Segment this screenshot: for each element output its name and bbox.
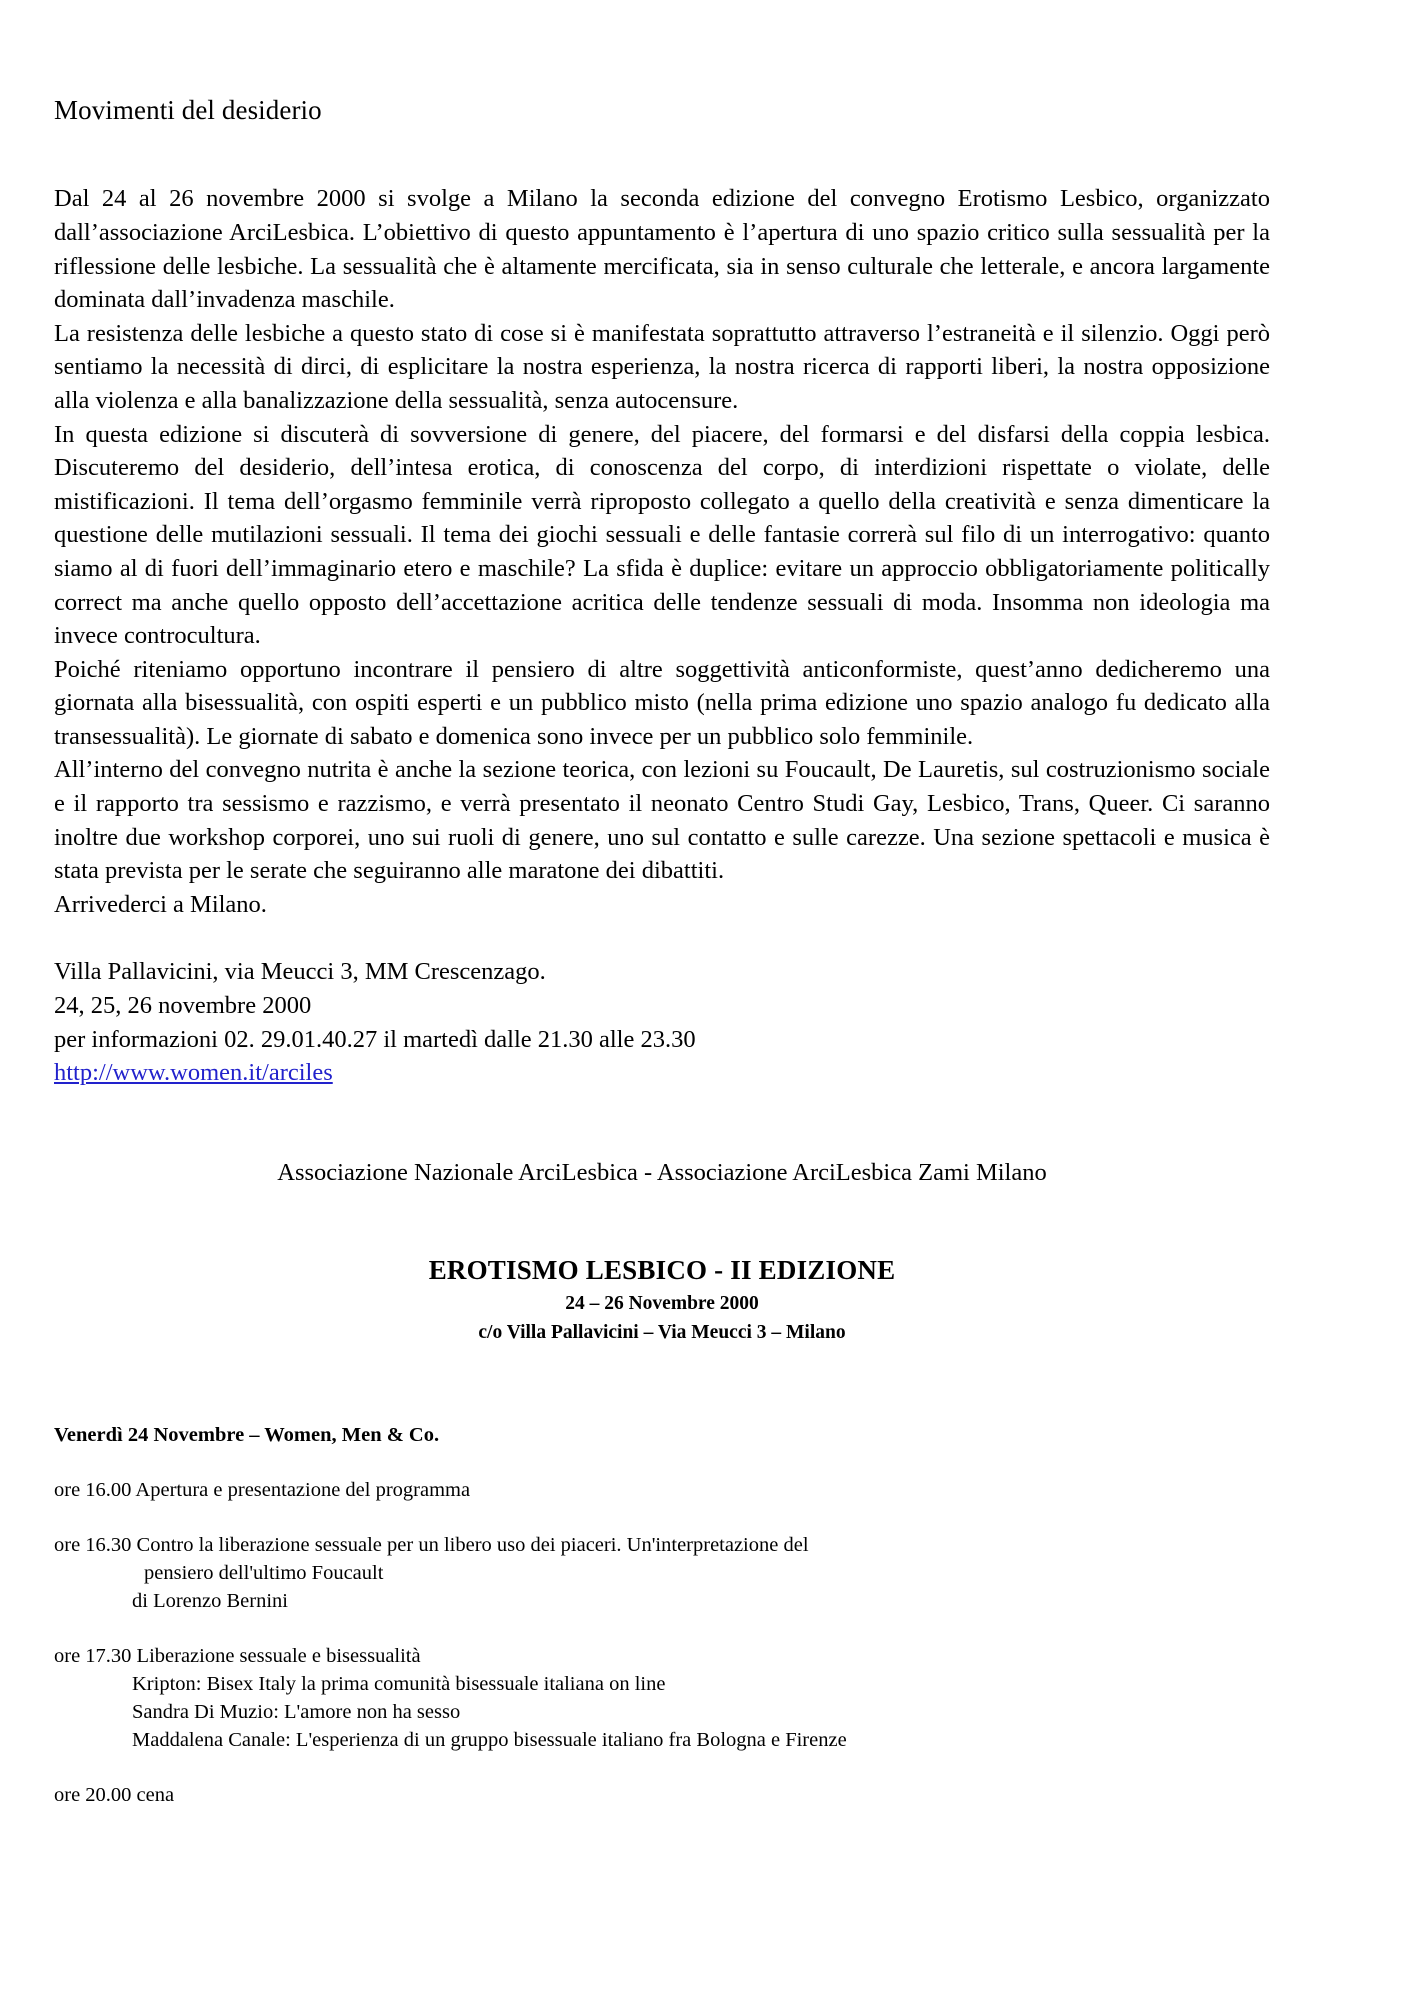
intro-body — [54, 182, 1270, 921]
event-venue: c/o Villa Pallavicini – Via Meucci 3 – Milano — [478, 1321, 846, 1343]
intro-paragraph-1: Dal 24 al 26 novembre 2000 si svolge a Milano la seconda edizione del convegno Erotismo Lesbico, organizzato dall’associazione ArciLesbica. L’obiettivo di questo appuntamento è l’apertura di uno spazio critico sulla sessualità per la riflessione delle lesbiche. La sessualità che è altamente mercificata, sia in senso culturale che letterale, e ancora largamente dominata dall’invadenza maschile. — [54, 185, 1270, 314]
programme-slot-title: ore 20.00 cena — [54, 1783, 175, 1806]
programme-slot-subline: Maddalena Canale: L'esperienza di un gruppo bisessuale italiano fra Bologna e Firenze — [132, 1728, 847, 1751]
programme-slot — [54, 1476, 1270, 1504]
programme-slot-title: ore 16.30 Contro la liberazione sessuale per un libero uso dei piaceri. Un'interpretazione del — [54, 1533, 809, 1556]
contact-info-phone: per informazioni 02. 29.01.40.27 il martedì dalle 21.30 alle 23.30 — [54, 1025, 696, 1053]
intro-paragraph-2: La resistenza delle lesbiche a questo stato di cose si è manifestata soprattutto attraverso l’estraneità e il silenzio. Oggi però sentiamo la necessità di dirci, di esplicitare la nostra esperienza, la nostra ricerca di rapporti liberi, la nostra opposizione alla violenza e alla banalizzazione della sessualità, senza autocensure. — [54, 319, 1270, 414]
intro-paragraph-4: Poiché riteniamo opportuno incontrare il pensiero di altre soggettività anticonformiste, quest’anno dedicheremo una giornata alla bisessualità, con ospiti esperti e un pubblico misto (nella prima edizione uno spazio analogo fu dedicato alla transessualità). Le giornate di sabato e domenica sono invece per un pubblico solo femminile. — [54, 655, 1270, 750]
page-title: Movimenti del desiderio — [54, 95, 322, 125]
programme-day-heading: Venerdì 24 Novembre – Women, Men & Co. — [54, 1423, 440, 1446]
website-link[interactable]: http://www.women.it/arciles — [54, 1059, 333, 1087]
document-content — [54, 0, 1270, 1809]
programme-slot-subline: di Lorenzo Bernini — [132, 1589, 288, 1612]
event-heading-block — [54, 1253, 1270, 1347]
intro-paragraph-5: All’interno del convegno nutrita è anche la sezione teorica, con lezioni su Foucault, De Lauretis, sul costruzionismo sociale e il rapporto tra sessismo e razzismo, e verrà presentato il neonato Centro Studi Gay, Lesbico, Trans, Queer. Ci saranno inoltre due workshop corporei, uno sui ruoli di genere, uno sul contatto e sulle carezze. Una sezione spettacoli e musica è stata prevista per le serate che seguiranno alle maratone dei dibattiti. — [54, 756, 1270, 885]
intro-paragraph-6: Arrivederci a Milano. — [54, 890, 267, 918]
programme-slot-subline: Sandra Di Muzio: L'amore non ha sesso — [132, 1700, 461, 1723]
programme-slot-subline: pensiero dell'ultimo Foucault — [144, 1561, 384, 1584]
programme-slot-title: ore 17.30 Liberazione sessuale e bisessualità — [54, 1644, 421, 1667]
programme-section — [54, 1421, 1270, 1809]
programme-slot — [54, 1781, 1270, 1809]
programme-slot — [54, 1642, 1270, 1754]
contact-venue: Villa Pallavicini, via Meucci 3, MM Crescenzago. — [54, 958, 546, 986]
programme-slot — [54, 1531, 1270, 1615]
association-line: Associazione Nazionale ArciLesbica - Associazione ArciLesbica Zami Milano — [277, 1158, 1047, 1186]
contact-dates: 24, 25, 26 novembre 2000 — [54, 992, 312, 1020]
intro-paragraph-3: In questa edizione si discuterà di sovversione di genere, del piacere, del formarsi e del disfarsi della coppia lesbica. Discuteremo del desiderio, dell’intesa erotica, di conoscenza del corpo, di interdizioni rispettate o violate, delle mistificazioni. Il tema dell’orgasmo femminile verrà riproposto collegato a quello della creatività e senza dimenticare la questione delle mutilazioni sessuali. Il tema dei giochi sessuali e delle fantasie correrà sul filo di un interrogativo: quanto siamo al di fuori dell’immaginario etero e maschile? La sfida è duplice: evitare un approccio obbligatoriamente politically correct ma anche quello opposto dell’accettazione acritica delle tendenze sessuali di moda. Insomma non ideologia ma invece controcultura. — [54, 420, 1270, 650]
contact-block — [54, 955, 1270, 1089]
programme-slot-title: ore 16.00 Apertura e presentazione del programma — [54, 1478, 471, 1501]
programme-slot-subline: Kripton: Bisex Italy la prima comunità bisessuale italiana on line — [132, 1672, 666, 1695]
event-title: EROTISMO LESBICO - II EDIZIONE — [428, 1254, 896, 1285]
event-dates: 24 – 26 Novembre 2000 — [565, 1292, 759, 1314]
